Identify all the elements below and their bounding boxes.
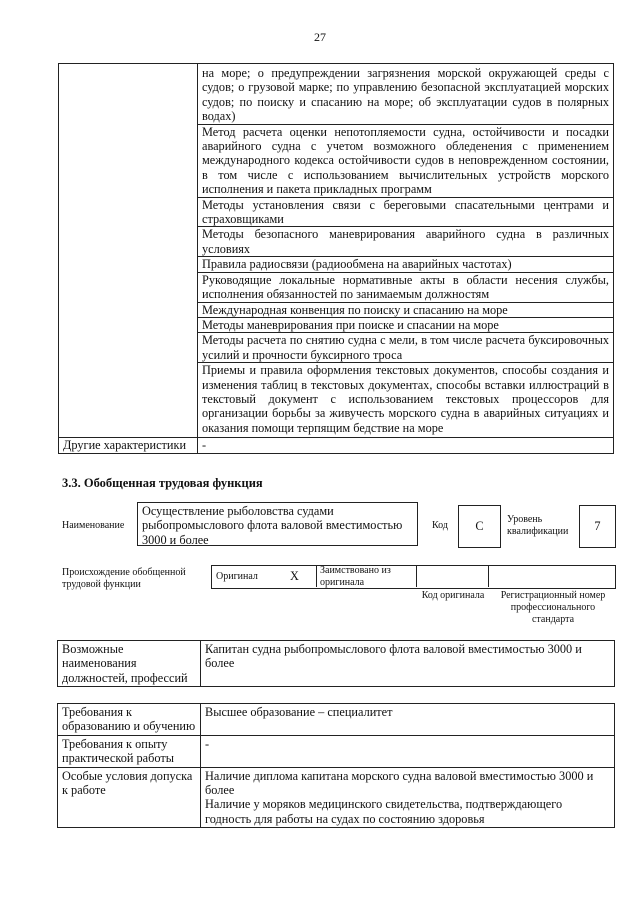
- knowledge-table: [58, 63, 614, 454]
- other-characteristics-label: Другие характеристики: [59, 438, 198, 453]
- original-label: Оригинал: [216, 571, 258, 582]
- education-label: Требования к образованию и обучению: [58, 704, 201, 736]
- positions-value: Капитан судна рыбопромыслового флота валовой вместимостью 3000 и более: [201, 641, 615, 687]
- knowledge-row: Методы расчета по снятию судна с мели, в том числе расчета буксировочных усилий и прочности буксирного троса: [198, 333, 614, 363]
- requirements-table: [57, 703, 615, 828]
- name-label: Наименование: [62, 520, 125, 531]
- admission-label: Особые условия допуска к работе: [58, 767, 201, 828]
- knowledge-row: Методы безопасного маневрирования аварийного судна в различных условиях: [198, 227, 614, 257]
- original-mark: X: [290, 569, 299, 583]
- positions-table: [57, 640, 615, 687]
- admission-value: [201, 767, 615, 828]
- knowledge-row: Международная конвенция по поиску и спасанию на море: [198, 302, 614, 317]
- education-value: Высшее образование – специалитет: [201, 704, 615, 736]
- level-label: Уровень квалификации: [507, 514, 569, 537]
- borrowed-label: Заимствовано из оригинала: [320, 565, 391, 588]
- section-title: 3.3. Обобщенная трудовая функция: [62, 476, 263, 490]
- knowledge-row: Правила радиосвязи (радиообмена на аварийных частотах): [198, 257, 614, 272]
- name-value: Осуществление рыболовства судами рыбопромыслового флота валовой вместимостью 3000 и более: [137, 502, 418, 546]
- knowledge-label-cell: [59, 64, 198, 438]
- page-number: 27: [314, 30, 326, 44]
- code-caption: Код оригинала: [421, 590, 485, 601]
- knowledge-row: Методы маневрирования при поиске и спасании на море: [198, 317, 614, 332]
- origin-divider: [488, 565, 489, 587]
- positions-label: Возможные наименования должностей, профессий: [58, 641, 201, 687]
- knowledge-row: Метод расчета оценки непотопляемости судна, остойчивости и посадки аварийного судна с учетом возможного обледенения с применением международного кодекса остойчивости судов в неповрежденном состоянии, в том числе с использованием вычислительных устройств морского исполнения и пакета прикладных программ: [198, 124, 614, 197]
- code-value: С: [458, 505, 501, 548]
- code-label: Код: [432, 520, 448, 531]
- knowledge-row: Руководящие локальные нормативные акты в области несения службы, исполнения обязанностей по занимаемым должностям: [198, 272, 614, 302]
- experience-label: Требования к опыту практической работы: [58, 735, 201, 767]
- experience-value: -: [201, 735, 615, 767]
- admission-line: Наличие диплома капитана морского судна валовой вместимостью 3000 и более: [205, 768, 594, 798]
- level-value: 7: [579, 505, 616, 548]
- other-characteristics-value: -: [198, 438, 614, 453]
- knowledge-row: Приемы и правила оформления текстовых документов, способы создания и изменения таблиц в текстовых документах, способы вставки иллюстраций в текстовый документ с использованием текстовых процессоров для организации борьбы за живучесть морского судна в аварийных ситуациях и оказания помощи терпящим бедствие на море: [198, 363, 614, 438]
- knowledge-row: на море; о предупреждении загрязнения морской окружающей среды с судов; о грузовой марке; по управлению безопасной эксплуатацией морских судов; по поиску и спасанию на море; об эксплуатации судов в полярных водах): [198, 64, 614, 125]
- admission-line: Наличие у моряков медицинского свидетельства, подтверждающего годность для работы на судах по состоянию здоровья: [205, 797, 563, 826]
- knowledge-row: Методы установления связи с береговыми спасательными центрами и страховщиками: [198, 197, 614, 227]
- reg-number-caption: Регистрационный номер профессионального стандарта: [500, 590, 606, 625]
- origin-label: Происхождение обобщенной трудовой функции: [62, 567, 186, 590]
